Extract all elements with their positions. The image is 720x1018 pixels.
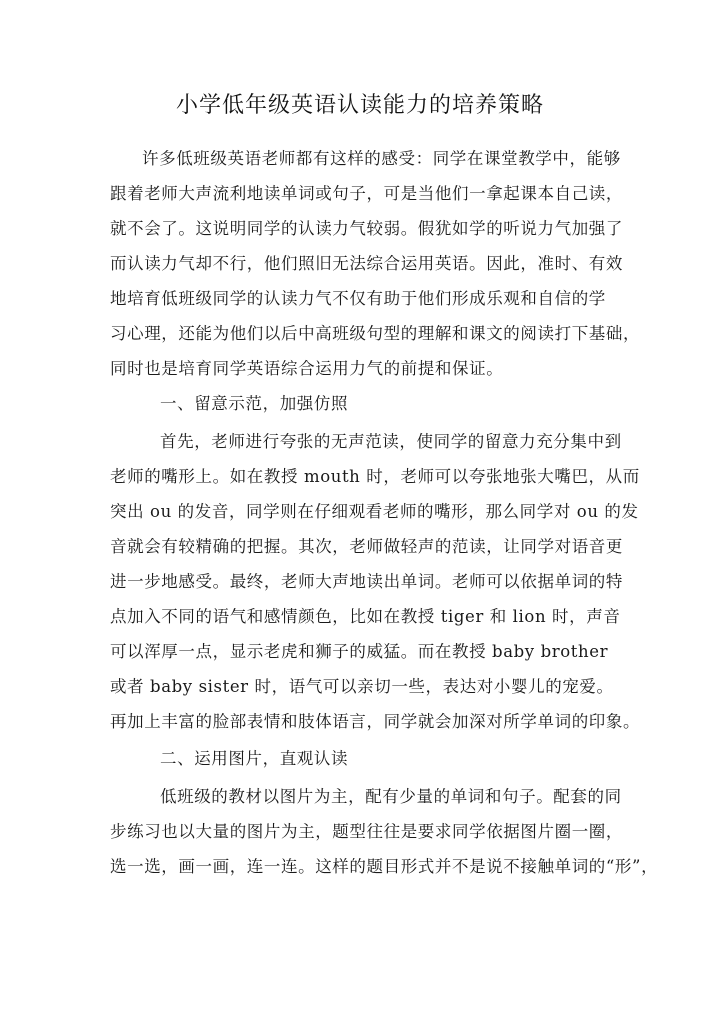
paragraph-line: 老师的嘴形上。如在教授 mouth 时，老师可以夸张地张大嘴巴，从而 xyxy=(110,467,640,486)
paragraph-line: 而认读力气却不行，他们照旧无法综合运用英语。因此，准时、有效 xyxy=(110,254,623,273)
paragraph-line: 首先，老师进行夸张的无声范读，使同学的留意力充分集中到 xyxy=(160,432,622,451)
document-title: 小学低年级英语认读能力的培养策略 xyxy=(175,93,544,118)
paragraph-line: 同时也是培育同学英语综合运用力气的前提和保证。 xyxy=(110,359,504,378)
paragraph-line: 或者 baby sister 时，语气可以亲切一些，表达对小婴儿的宠爱。 xyxy=(110,677,614,696)
paragraph-line: 习心理，还能为他们以后中高班级句型的理解和课文的阅读打下基础， xyxy=(110,324,641,343)
paragraph-line: 低班级的教材以图片为主，配有少量的单词和句子。配套的同 xyxy=(160,787,622,806)
paragraph-line: 可以浑厚一点，显示老虎和狮子的威猛。而在教授 baby brother xyxy=(110,642,609,661)
paragraph-line: 突出 ou 的发音，同学则在仔细观看老师的嘴形，那么同学对 ou 的发 xyxy=(110,502,639,521)
paragraph-line: 步练习也以大量的图片为主，题型往往是要求同学依据图片圈一圈， xyxy=(110,822,623,841)
paragraph-line: 跟着老师大声流利地读单词或句子，可是当他们一拿起课本自己读， xyxy=(110,184,623,203)
paragraph-line: 许多低班级英语老师都有这样的感受：同学在课堂教学中，能够 xyxy=(142,149,621,168)
paragraph-line: 选一选，画一画，连一连。这样的题目形式并不是说不接触单词的“形”， xyxy=(110,857,659,876)
paragraph-line: 音就会有较精确的把握。其次，老师做轻声的范读，让同学对语音更 xyxy=(110,537,623,556)
section-heading: 二、运用图片，直观认读 xyxy=(160,749,349,768)
paragraph-line: 地培育低班级同学的认读力气不仅有助于他们形成乐观和自信的学 xyxy=(110,289,606,308)
paragraph-line: 再加上丰富的脸部表情和肢体语言，同学就会加深对所学单词的印象。 xyxy=(110,712,641,731)
section-heading: 一、留意示范，加强仿照 xyxy=(160,394,349,413)
paragraph-line: 就不会了。这说明同学的认读力气较弱。假犹如学的听说力气加强了 xyxy=(110,219,623,238)
paragraph-line: 进一步地感受。最终，老师大声地读出单词。老师可以依据单词的特 xyxy=(110,572,623,591)
paragraph-line: 点加入不同的语气和感情颜色，比如在教授 tiger 和 lion 时，声音 xyxy=(110,607,621,626)
